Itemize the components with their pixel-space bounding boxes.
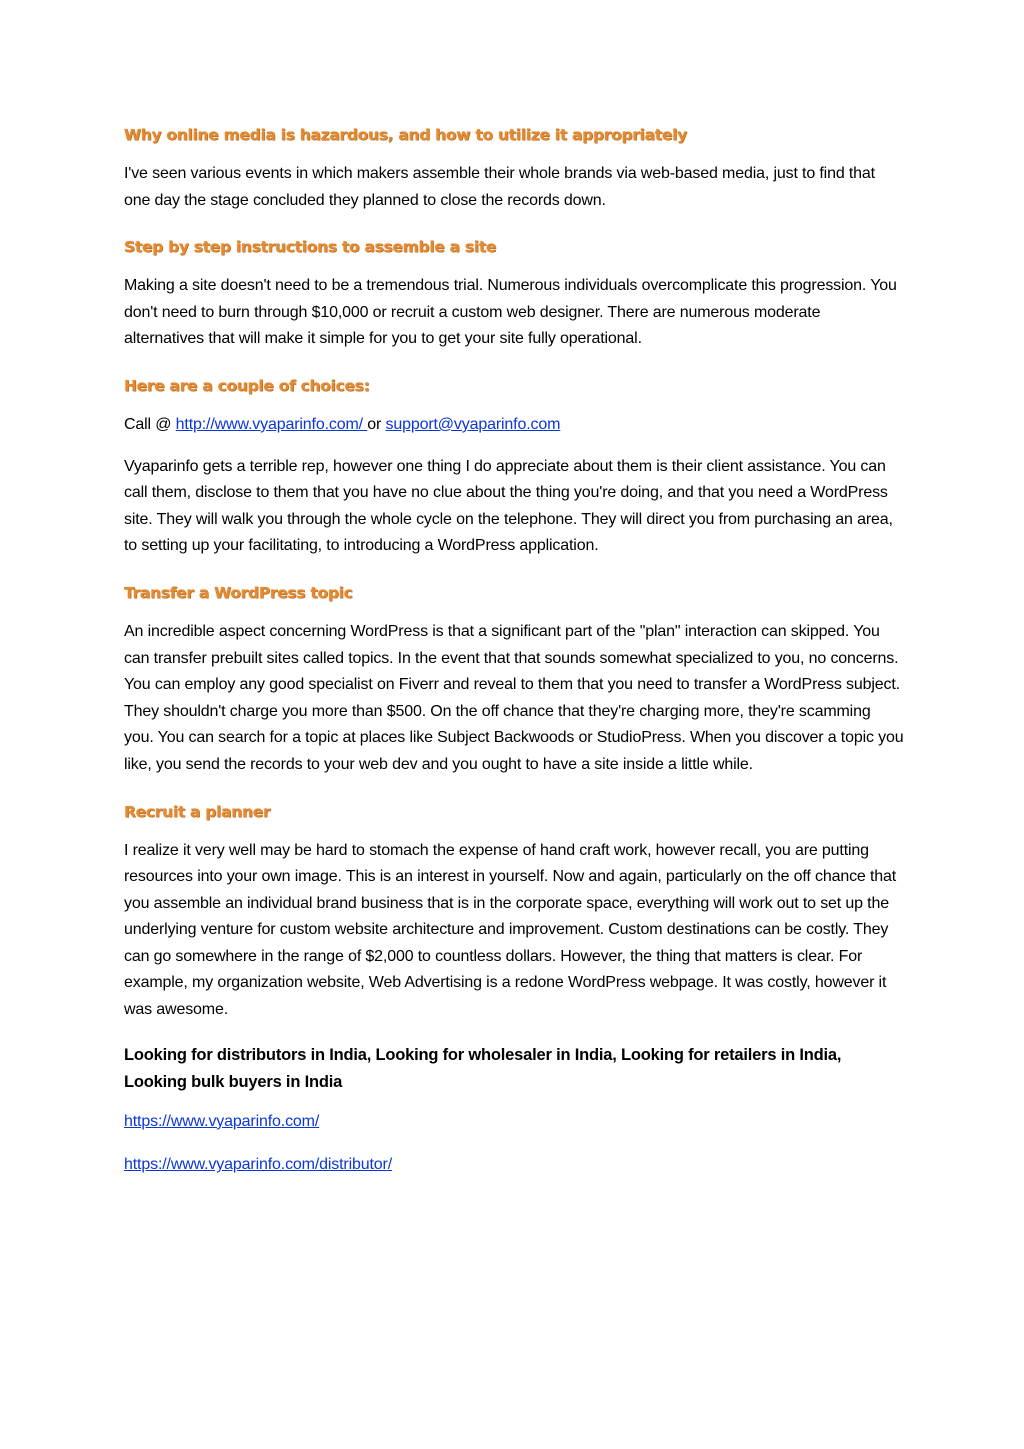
contact-line (124, 412, 904, 439)
paragraph-vyaparinfo: Vyaparinfo gets a terrible rep, however one thing I do appreciate about them is their client assistance. You can call them, disclose to them that you have no clue about the thing you're doing, and that you need a WordPress site. They will walk you through the whole cycle on the telephone. They will direct you from purchasing an area, to setting up your facilitating, to introducing a WordPress application. (124, 457, 893, 555)
vyaparinfo-home-link[interactable]: https://www.vyaparinfo.com/ (124, 1112, 320, 1130)
document-page (124, 124, 904, 1179)
heading-choices: Here are a couple of choices: (124, 376, 370, 395)
heading-wordpress-topic: Transfer a WordPress topic (124, 583, 353, 602)
paragraph-wordpress-topic: An incredible aspect concerning WordPress is that a significant part of the "plan" interaction can skipped. You can transfer prebuilt sites called topics. In the event that that sounds somewhat specialized to you, no concerns. You can employ any good specialist on Fiverr and reveal to them that you need to transfer a WordPress subject. They shouldn't charge you more than $500. On the off chance that they're charging more, they're scamming you. You can search for a topic at places like Subject Backwoods or StudioPress. When you discover a topic you like, you send the records to your web dev and you ought to have a site inside a little while. (124, 622, 904, 773)
distributors-bold-text: Looking for distributors in India, Looking for wholesaler in India, Looking for retailers in India, Looking bulk buyers in India (124, 1045, 842, 1091)
heading-assemble-site: Step by step instructions to assemble a site (124, 238, 497, 257)
contact-prefix: Call @ (124, 415, 176, 433)
footer-link-line-1 (124, 1109, 904, 1136)
paragraph-online-media: I've seen various events in which makers assemble their whole brands via web-based media, just to find that one day the stage concluded they planned to close the records down. (124, 165, 875, 209)
email-link[interactable]: support@vyaparinfo.com (385, 415, 561, 433)
paragraph-recruit-planner: I realize it very well may be hard to stomach the expense of hand craft work, however recall, you are putting resources into your own image. This is an interest in yourself. Now and again, particularly on the off chance that you assemble an individual brand business that is in the corporate space, everything will work out to set up the underlying venture for custom website architecture and improvement. Custom destinations can be costly. They can go somewhere in the range of $2,000 to countless dollars. However, the thing that matters is clear. For example, my organization website, Web Advertising is a redone WordPress webpage. It was costly, however it was awesome. (124, 841, 897, 1019)
paragraph-assemble-site: Making a site doesn't need to be a tremendous trial. Numerous individuals overcomplicate this progression. You don't need to burn through $10,000 or recruit a custom web designer. There are numerous moderate alternatives that will make it simple for you to get your site fully operational. (124, 277, 897, 348)
website-link[interactable]: http://www.vyaparinfo.com/ (175, 415, 368, 433)
contact-conjunction: or (367, 415, 386, 433)
heading-recruit-planner: Recruit a planner (124, 802, 271, 821)
vyaparinfo-distributor-link[interactable]: https://www.vyaparinfo.com/distributor/ (124, 1156, 393, 1174)
heading-online-media: Why online media is hazardous, and how to utilize it appropriately (124, 126, 687, 144)
footer-link-line-2 (124, 1152, 904, 1179)
